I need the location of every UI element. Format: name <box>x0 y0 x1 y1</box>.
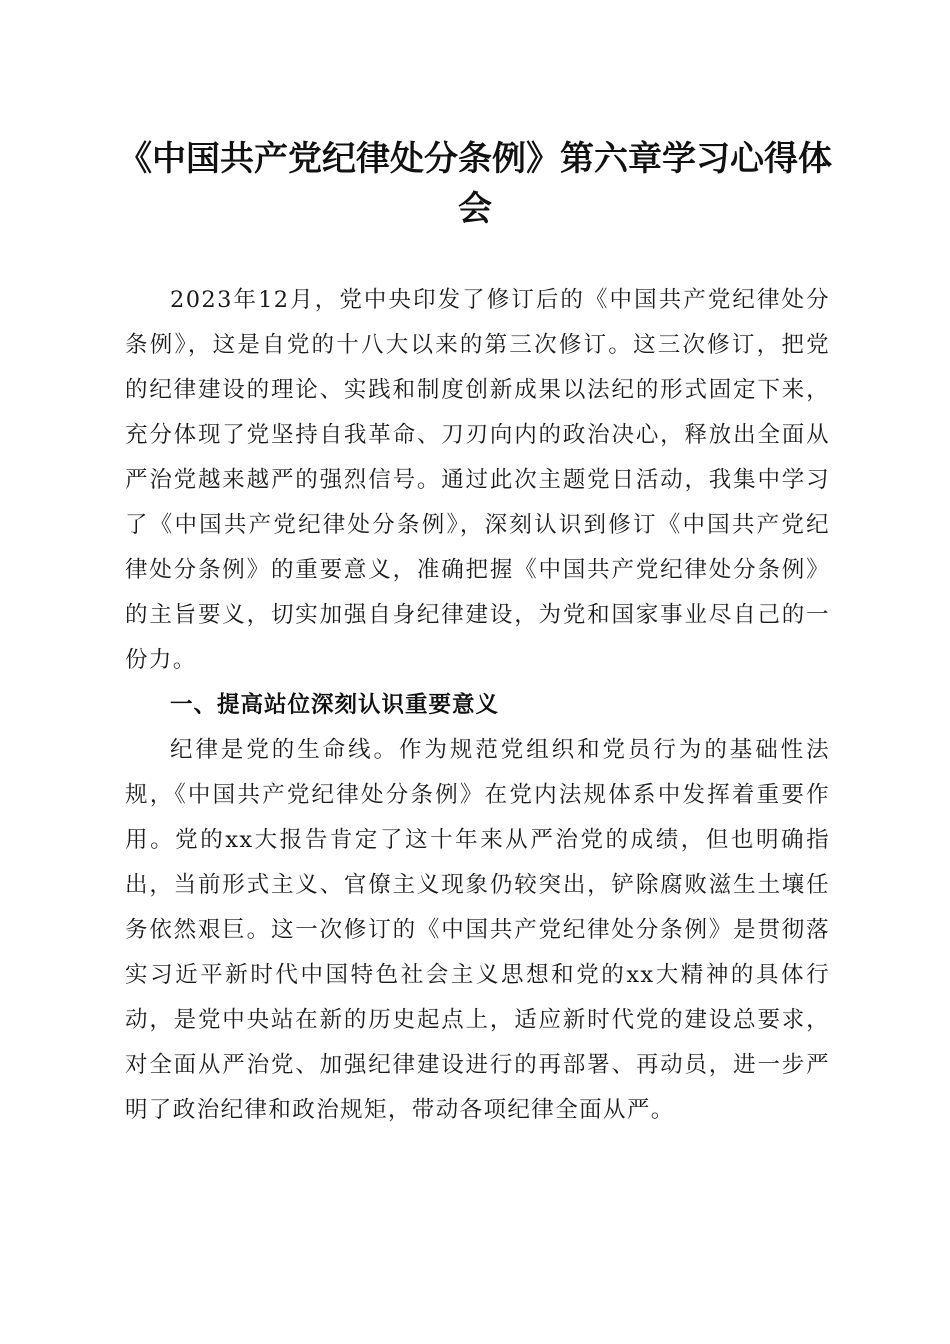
document-title: 《中国共产党纪律处分条例》第六章学习心得体会 <box>118 139 832 229</box>
section-heading-1: 一、提高站位深刻认识重要意义 <box>170 692 500 718</box>
document-body <box>125 278 830 1133</box>
intro-paragraph: 2023年12月，党中央印发了修订后的《中国共产党纪律处分条例》，这是自党的十八大以来的第三次修订。这三次修订，把党的纪律建设的理论、实践和制度创新成果以法纪的形式固定下来，充分体现了党坚持自我革命、刀刃向内的政治决心，释放出全面从严治党越来越严的强烈信号。通过此次主题党日活动，我集中学习了《中国共产党纪律处分条例》，深刻认识到修订《中国共产党纪律处分条例》的重要意义，准确把握《中国共产党纪律处分条例》的主旨要义，切实加强自身纪律建设，为党和国家事业尽自己的一份力。 <box>125 287 830 673</box>
section-1-paragraph: 纪律是党的生命线。作为规范党组织和党员行为的基础性法规，《中国共产党纪律处分条例》在党内法规体系中发挥着重要作用。党的xx大报告肯定了这十年来从严治党的成绩，但也明确指出，当前形式主义、官僚主义现象仍较突出，铲除腐败滋生土壤任务依然艰巨。这一次修订的《中国共产党纪律处分条例》是贯彻落实习近平新时代中国特色社会主义思想和党的xx大精神的具体行动，是党中央站在新的历史起点上，适应新时代党的建设总要求，对全面从严治党、加强纪律建设进行的再部署、再动员，进一步严明了政治纪律和政治规矩，带动各项纪律全面从严。 <box>125 737 830 1123</box>
